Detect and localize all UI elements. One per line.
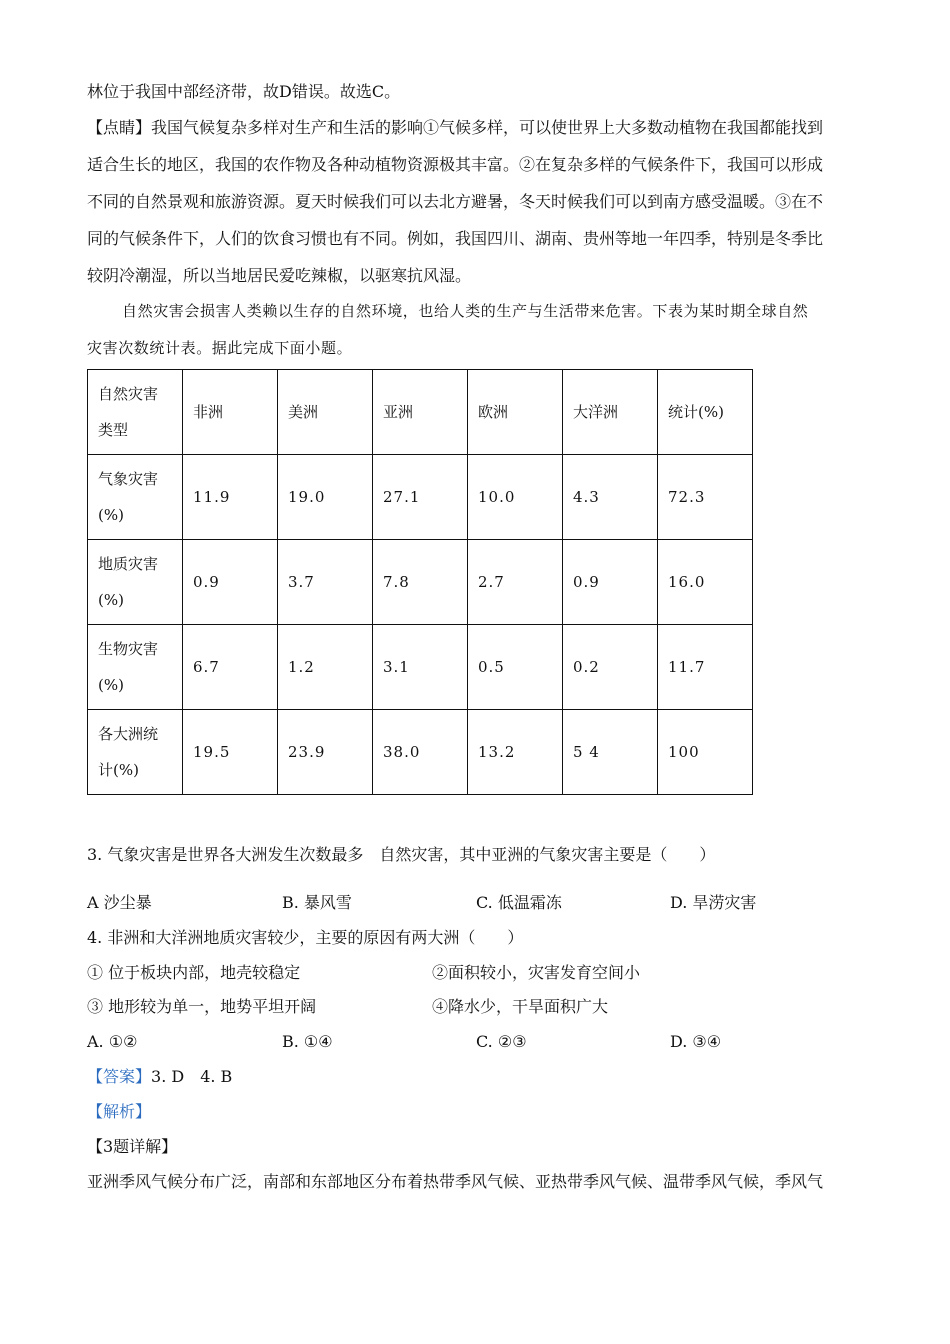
- tip-line-5: 较阴冷潮湿，所以当地居民爱吃辣椒，以驱寒抗风湿。: [87, 266, 472, 285]
- table-cell: 19.5: [183, 710, 278, 795]
- table-cell: 0.9: [183, 540, 278, 625]
- q3-option-d: D. 旱涝灾害: [670, 893, 757, 912]
- q4-stem: 4. 非洲和大洋洲地质灾害较少，主要的原因有两大洲（ ）: [87, 928, 524, 947]
- table-cell: 11.9: [183, 455, 278, 540]
- q4-option-b: B. ①④: [282, 1032, 333, 1051]
- table-row: [88, 540, 753, 625]
- detail3-text: 亚洲季风气候分布广泛，南部和东部地区分布着热带季风气候、亚热带季风气候、温带季风气候，季风气: [87, 1172, 824, 1191]
- table-cell: 0.5: [468, 625, 563, 710]
- table-cell: 1.2: [278, 625, 373, 710]
- table-cell: 2.7: [468, 540, 563, 625]
- table-header-row: [88, 370, 753, 455]
- table-cell: 10.0: [468, 455, 563, 540]
- table-cell: 23.9: [278, 710, 373, 795]
- table-row: [88, 455, 753, 540]
- table-header-cell: 统计(%): [658, 370, 753, 455]
- q3-option-a: A 沙尘暴: [87, 893, 152, 912]
- table-header-cell: 亚洲: [373, 370, 468, 455]
- table-header-cell: 欧洲: [468, 370, 563, 455]
- table-cell: 6.7: [183, 625, 278, 710]
- table-cell: 16.0: [658, 540, 753, 625]
- tip-line-3: 不同的自然景观和旅游资源。夏天时候我们可以去北方避暑，冬天时候我们可以到南方感受温暖。③在不: [87, 192, 824, 211]
- table-cell: 5 4: [563, 710, 658, 795]
- table-cell: 72.3: [658, 455, 753, 540]
- table-cell: 0.2: [563, 625, 658, 710]
- tip-line-2: 适合生长的地区，我国的农作物及各种动植物资源极其丰富。②在复杂多样的气候条件下，我国可以形成: [87, 155, 824, 174]
- q4-option-c: C. ②③: [476, 1032, 527, 1051]
- table-row: [88, 710, 753, 795]
- table-cell: 13.2: [468, 710, 563, 795]
- q4-option-d: D. ③④: [670, 1032, 722, 1051]
- table-header-cell: 自然灾害类型: [88, 370, 183, 455]
- table-cell: 19.0: [278, 455, 373, 540]
- table-cell: 0.9: [563, 540, 658, 625]
- table-header-cell: 大洋洲: [563, 370, 658, 455]
- q4-statement-4: ④降水少，干旱面积广大: [432, 997, 609, 1016]
- table-cell: 27.1: [373, 455, 468, 540]
- tip-tag: 【点睛】: [87, 118, 152, 137]
- answer-line: [87, 1067, 232, 1087]
- table-cell: 3.7: [278, 540, 373, 625]
- table-row-label: 各大洲统计(%): [88, 710, 183, 795]
- intro-line-1: 自然灾害会损害人类赖以生存的自然环境，也给人类的生产与生活带来危害。下表为某时期全球自然: [122, 302, 809, 320]
- table-header-cell: 非洲: [183, 370, 278, 455]
- table-cell: 100: [658, 710, 753, 795]
- answer-tag: 【答案】: [87, 1067, 152, 1086]
- q4-option-a: A. ①②: [87, 1032, 138, 1051]
- analysis-tag: 【解析】: [87, 1102, 152, 1121]
- answer-text: 3. D 4. B: [151, 1067, 233, 1086]
- table-cell: 38.0: [373, 710, 468, 795]
- q3-option-b: B. 暴风雪: [282, 893, 352, 912]
- tip-text: 我国气候复杂多样对生产和生活的影响①气候多样，可以使世界上大多数动植物在我国都能找到: [151, 118, 824, 137]
- table-row-label: 地质灾害(%): [88, 540, 183, 625]
- table-cell: 7.8: [373, 540, 468, 625]
- q3-option-c: C. 低温霜冻: [476, 893, 562, 912]
- q4-statement-1: ① 位于板块内部，地壳较稳定: [87, 963, 301, 982]
- detail3-tag: 【3题详解】: [87, 1137, 178, 1156]
- table-cell: 3.1: [373, 625, 468, 710]
- prev-text-line: 林位于我国中部经济带，故D错误。故选C。: [87, 82, 401, 101]
- intro-line-2: 灾害次数统计表。据此完成下面小题。: [87, 339, 353, 357]
- q4-statement-2: ②面积较小，灾害发育空间小: [432, 963, 641, 982]
- table-row-label: 生物灾害(%): [88, 625, 183, 710]
- table-header-cell: 美洲: [278, 370, 373, 455]
- table-cell: 4.3: [563, 455, 658, 540]
- table-cell: 11.7: [658, 625, 753, 710]
- table-row-label: 气象灾害(%): [88, 455, 183, 540]
- q3-stem: 3. 气象灾害是世界各大洲发生次数最多 自然灾害，其中亚洲的气象灾害主要是（ ）: [87, 845, 716, 864]
- tip-line-4: 同的气候条件下，人们的饮食习惯也有不同。例如，我国四川、湖南、贵州等地一年四季，特别是冬季比: [87, 229, 824, 248]
- tip-line-1: [87, 118, 823, 138]
- q4-statement-3: ③ 地形较为单一，地势平坦开阔: [87, 997, 317, 1016]
- disaster-table: [87, 369, 753, 795]
- table-row: [88, 625, 753, 710]
